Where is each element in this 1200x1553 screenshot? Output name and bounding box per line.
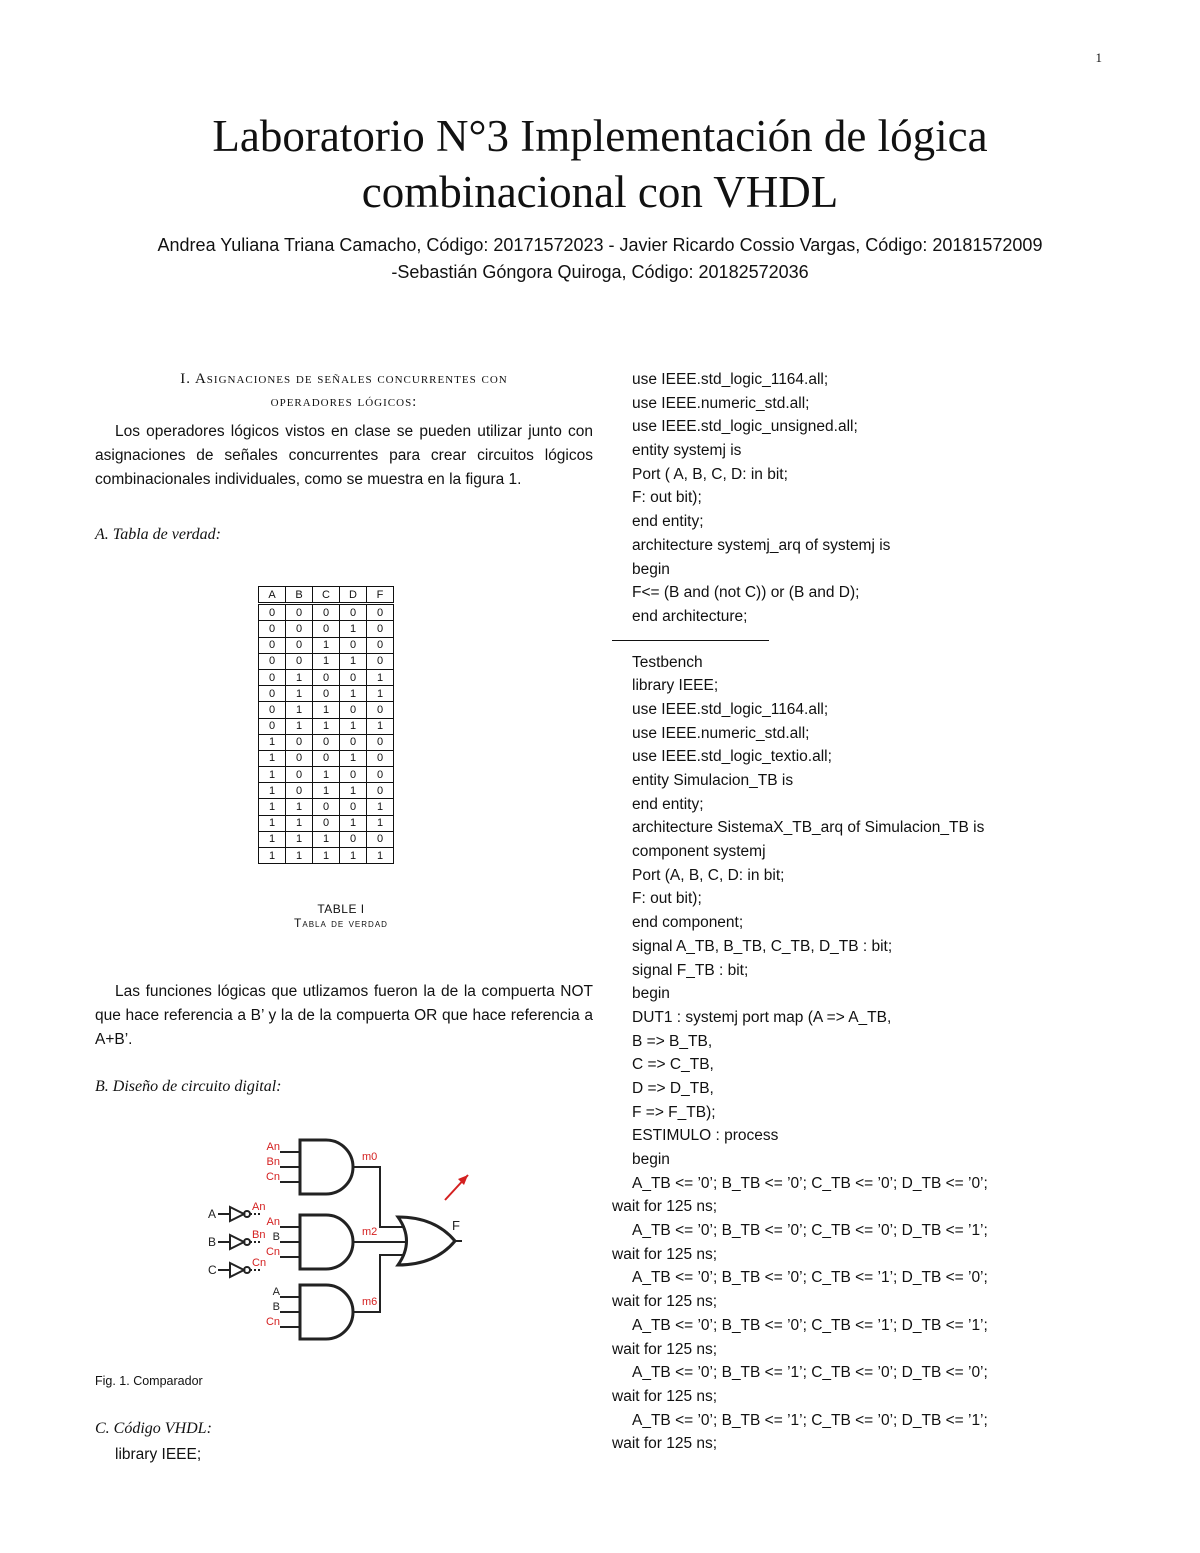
not-bubble [244, 1267, 250, 1273]
table-cell: 0 [367, 604, 394, 621]
table-cell: 0 [286, 604, 313, 621]
table-row [259, 783, 394, 799]
table-cell: 1 [340, 653, 367, 669]
table-cell: 1 [340, 686, 367, 702]
code-line: A_TB <= ’0’; B_TB <= ’0’; C_TB <= ’1’; D_TB <= ’0’; [632, 1269, 988, 1287]
table-row [259, 669, 394, 685]
truth-table-header [259, 587, 394, 604]
table-cell: 0 [259, 621, 286, 637]
table-cell: 0 [313, 686, 340, 702]
output-label: F [452, 1218, 460, 1233]
table-cell: 0 [367, 767, 394, 783]
code-line: wait for 125 ns; [612, 1340, 718, 1358]
table-row [259, 734, 394, 750]
table-row [259, 686, 394, 702]
inverted-label: Bn [252, 1229, 266, 1241]
table-cell: 1 [367, 686, 394, 702]
intro-paragraph: Los operadores lógicos vistos en clase se pueden utilizar junto con asignaciones de señales concurrentes para crear circuitos lógicos combinacionales individuales, como se muestra en la figura 1. [95, 423, 593, 488]
input-label: A [208, 1207, 217, 1221]
code-line: F: out bit); [632, 489, 702, 507]
and-gate [300, 1285, 353, 1339]
subsection-a-heading: A. Tabla de verdad: [95, 526, 221, 543]
code-line: F: out bit); [632, 890, 702, 908]
table-cell: 0 [313, 799, 340, 815]
code-line: library IEEE; [632, 677, 719, 695]
table-cell: 0 [367, 831, 394, 847]
title-line-2: combinacional con VHDL [361, 167, 839, 217]
table-cell: 0 [313, 621, 340, 637]
table-row [259, 767, 394, 783]
table-cell: 1 [259, 783, 286, 799]
code-line: wait for 125 ns; [612, 1198, 718, 1216]
table-row [259, 750, 394, 766]
table-cell: 0 [367, 734, 394, 750]
table-cell: 0 [340, 669, 367, 685]
minterm-label: m2 [362, 1226, 378, 1238]
table-cell: 1 [367, 669, 394, 685]
table-cell: 1 [313, 831, 340, 847]
table-cell: 1 [340, 783, 367, 799]
code-line: A_TB <= ’0’; B_TB <= ’1’; C_TB <= ’0’; D_TB <= ’0’; [632, 1364, 988, 1382]
table-cell: 0 [340, 799, 367, 815]
table-cell: 1 [340, 750, 367, 766]
table-cell: 1 [259, 799, 286, 815]
table-caption-title: Tabla de verdad [294, 916, 388, 930]
table-cell: 0 [286, 783, 313, 799]
table-cell: 1 [367, 718, 394, 734]
code-line: A_TB <= ’0’; B_TB <= ’0’; C_TB <= ’0’; D_TB <= ’1’; [632, 1222, 988, 1240]
table-cell: 0 [259, 686, 286, 702]
code-line: use IEEE.std_logic_unsigned.all; [632, 418, 858, 436]
code-line: end architecture; [632, 607, 748, 625]
table-cell: 1 [286, 848, 313, 864]
gate-input-label: A [272, 1286, 280, 1298]
table-cell: 1 [286, 702, 313, 718]
table-row [259, 604, 394, 621]
truth-table-header-cell: F [367, 587, 394, 604]
table-cell: 0 [286, 621, 313, 637]
and-gate [300, 1140, 353, 1194]
table-row [259, 702, 394, 718]
code-line: begin [632, 1151, 670, 1168]
table-cell: 0 [340, 604, 367, 621]
table-cell: 0 [313, 669, 340, 685]
code-line: use IEEE.numeric_std.all; [632, 394, 810, 412]
gate-input-label: An [266, 1216, 280, 1228]
table-row [259, 718, 394, 734]
code-line: architecture systemj_arq of systemj is [632, 536, 891, 554]
table-cell: 0 [313, 604, 340, 621]
table-cell: 1 [259, 848, 286, 864]
table-cell: 0 [367, 621, 394, 637]
code-line: A_TB <= ’0’; B_TB <= ’0’; C_TB <= ’0’; D_TB <= ’0’; [632, 1174, 988, 1192]
code-line: signal F_TB : bit; [632, 961, 749, 979]
table-cell: 1 [313, 848, 340, 864]
minterm-label: m0 [362, 1151, 378, 1163]
input-label: B [208, 1235, 217, 1249]
table-cell: 0 [259, 604, 286, 621]
table-cell: 0 [313, 734, 340, 750]
table-cell: 0 [367, 750, 394, 766]
table-cell: 1 [286, 686, 313, 702]
section-heading-line-1: I. Asignaciones de señales concurrentes con [180, 371, 508, 387]
gate-input-label: Cn [265, 1246, 280, 1258]
table-cell: 1 [340, 718, 367, 734]
table-cell: 1 [259, 831, 286, 847]
truth-table-header-cell: D [340, 587, 367, 604]
table-cell: 1 [313, 767, 340, 783]
code-line: A_TB <= ’0’; B_TB <= ’1’; C_TB <= ’0’; D_TB <= ’1’; [632, 1411, 988, 1429]
table-cell: 1 [286, 669, 313, 685]
inverted-label: Cn [252, 1257, 267, 1269]
code-line: entity systemj is [632, 442, 742, 460]
gate-input-label: Cn [265, 1171, 280, 1183]
table-cell: 1 [313, 783, 340, 799]
not-gate [230, 1263, 244, 1277]
code-line: begin [632, 985, 670, 1003]
table-cell: 1 [313, 702, 340, 718]
code-line: C => C_TB, [632, 1056, 714, 1074]
table-cell: 1 [259, 734, 286, 750]
circuit-diagram [200, 1135, 480, 1347]
table-row [259, 815, 394, 831]
table-cell: 0 [286, 734, 313, 750]
code-line: Port ( A, B, C, D: in bit; [632, 465, 788, 483]
table-cell: 0 [367, 783, 394, 799]
code-line: Port (A, B, C, D: in bit; [632, 866, 785, 884]
table-cell: 1 [340, 848, 367, 864]
table-cell: 0 [313, 815, 340, 831]
gate-input-label: Cn [265, 1316, 280, 1328]
table-cell: 0 [367, 637, 394, 653]
code-line: component systemj [632, 843, 766, 861]
truth-table-header-cell: C [313, 587, 340, 604]
code-line: begin [632, 560, 670, 578]
code-line: wait for 125 ns; [612, 1293, 718, 1311]
figure-caption: Fig. 1. Comparador [95, 1374, 203, 1388]
table-cell: 1 [313, 653, 340, 669]
table-cell: 0 [286, 750, 313, 766]
table-cell: 1 [367, 815, 394, 831]
table-row [259, 831, 394, 847]
table-cell: 1 [340, 815, 367, 831]
table-row [259, 848, 394, 864]
and-gate [300, 1215, 353, 1269]
inverted-label: An [252, 1201, 266, 1213]
gate-input-label: An [266, 1141, 280, 1153]
functions-paragraph: Las funciones lógicas que utlizamos fueron la de la compuerta NOT que hace referencia a B’ y la de la compuerta OR que hace referencia a A+B’. [95, 983, 593, 1048]
code-separator [612, 640, 769, 651]
truth-table-header-cell: B [286, 587, 313, 604]
gate-input-label: B [272, 1301, 280, 1313]
truth-table-body [259, 604, 394, 864]
table-cell: 1 [367, 848, 394, 864]
not-gate [230, 1207, 244, 1221]
table-cell: 0 [286, 767, 313, 783]
table-caption [258, 902, 424, 930]
table-cell: 1 [259, 750, 286, 766]
table-cell: 1 [259, 767, 286, 783]
code-line: Testbench [632, 653, 703, 671]
not-bubble [244, 1239, 250, 1245]
table-cell: 0 [340, 734, 367, 750]
authors-line-1: Andrea Yuliana Triana Camacho, Código: 20171572023 - Javier Ricardo Cossio Vargas, Código: 20181572009 [157, 235, 1043, 255]
code-line: signal A_TB, B_TB, C_TB, D_TB : bit; [632, 937, 893, 955]
code-line: B => B_TB, [632, 1032, 713, 1050]
table-cell: 0 [259, 669, 286, 685]
table-cell: 1 [286, 718, 313, 734]
code-line: A_TB <= ’0’; B_TB <= ’0’; C_TB <= ’1’; D_TB <= ’1’; [632, 1316, 988, 1334]
subsection-c-heading: C. Código VHDL: [95, 1420, 212, 1437]
code-line: DUT1 : systemj port map (A => A_TB, [632, 1008, 892, 1026]
table-cell: 1 [367, 799, 394, 815]
table-cell: 0 [367, 702, 394, 718]
table-cell: 1 [313, 718, 340, 734]
code-line: end entity; [632, 795, 704, 813]
minterm-label: m6 [362, 1296, 378, 1308]
or-gate [398, 1217, 455, 1265]
code-line: use IEEE.numeric_std.all; [632, 724, 810, 742]
code-line: wait for 125 ns; [612, 1245, 718, 1263]
left-column [95, 368, 593, 544]
input-label: C [208, 1263, 217, 1277]
paper-title [0, 108, 1200, 220]
code-line: end entity; [632, 513, 704, 531]
code-line: wait for 125 ns; [612, 1387, 718, 1405]
not-bubble [244, 1211, 250, 1217]
code-line: use IEEE.std_logic_textio.all; [632, 748, 832, 766]
table-cell: 1 [286, 831, 313, 847]
not-gate [230, 1235, 244, 1249]
table-cell: 1 [313, 637, 340, 653]
table-cell: 0 [340, 767, 367, 783]
code-line: D => D_TB, [632, 1079, 714, 1097]
table-cell: 0 [340, 831, 367, 847]
page-number: 1 [1095, 50, 1102, 65]
gate-input-label: Bn [266, 1156, 280, 1168]
table-cell: 0 [313, 750, 340, 766]
subsection-b-heading: B. Diseño de circuito digital: [95, 1078, 282, 1095]
code-line: entity Simulacion_TB is [632, 772, 794, 789]
table-cell: 0 [286, 653, 313, 669]
section-heading [95, 368, 593, 414]
table-cell: 0 [286, 637, 313, 653]
table-cell: 0 [367, 653, 394, 669]
code-line: end component; [632, 914, 744, 932]
table-cell: 1 [286, 815, 313, 831]
table-cell: 0 [340, 702, 367, 718]
table-row [259, 653, 394, 669]
table-cell: 0 [259, 702, 286, 718]
table-cell: 1 [286, 799, 313, 815]
table-cell: 0 [259, 653, 286, 669]
table-cell: 0 [259, 718, 286, 734]
section-heading-line-2: operadores lógicos: [270, 394, 418, 410]
table-cell: 1 [340, 621, 367, 637]
authors-line-2: -Sebastián Góngora Quiroga, Código: 20182572036 [391, 262, 809, 282]
table-row [259, 621, 394, 637]
table-cell: 0 [340, 637, 367, 653]
code-line-left: library IEEE; [115, 1446, 202, 1463]
code-line: ESTIMULO : process [632, 1127, 779, 1145]
title-line-1: Laboratorio N°3 Implementación de lógica [212, 111, 988, 161]
table-row [259, 637, 394, 653]
table-cell: 0 [259, 637, 286, 653]
code-line: use IEEE.std_logic_1164.all; [632, 700, 829, 718]
authors [0, 232, 1200, 286]
table-caption-label: TABLE I [317, 902, 365, 916]
code-line: use IEEE.std_logic_1164.all; [632, 371, 829, 388]
truth-table [258, 586, 394, 864]
code-line: F => F_TB); [632, 1103, 716, 1121]
table-row [259, 799, 394, 815]
gate-input-label: B [272, 1231, 280, 1243]
code-line: wait for 125 ns; [612, 1435, 718, 1453]
vhdl-code [612, 368, 1112, 1456]
table-cell: 1 [259, 815, 286, 831]
code-line: F<= (B and (not C)) or (B and D); [632, 584, 860, 602]
truth-table-header-cell: A [259, 587, 286, 604]
code-line: architecture SistemaX_TB_arq of Simulacion_TB is [632, 819, 985, 837]
